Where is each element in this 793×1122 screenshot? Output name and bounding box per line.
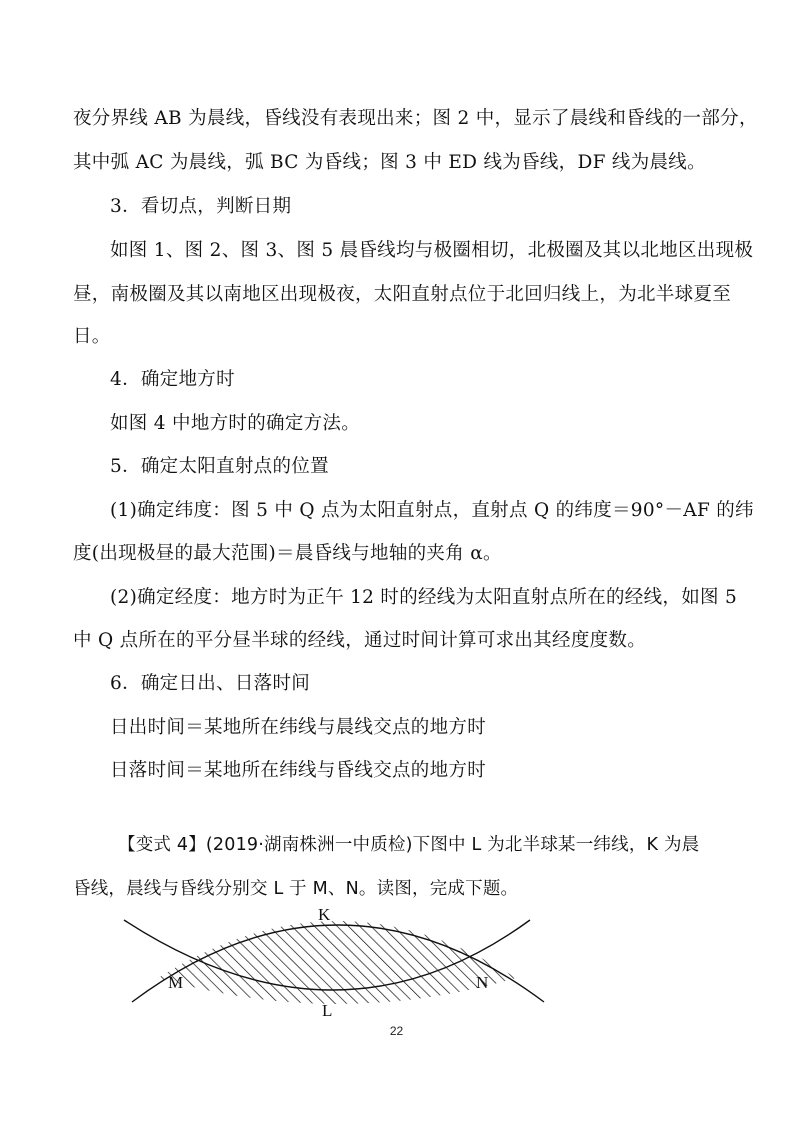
label-n: N (476, 973, 489, 992)
paragraph-line: 日落时间＝某地所在纬线与昏线交点的地方时 (110, 760, 487, 781)
section-heading: 6．确定日出、日落时间 (110, 673, 311, 694)
paragraph-line: 日出时间＝某地所在纬线与晨线交点的地方时 (110, 717, 487, 738)
paragraph-line: (1)确定纬度：图 5 中 Q 点为太阳直射点，直射点 Q 的纬度＝90°－AF 的纬 (110, 500, 754, 521)
terminator-latitude-figure (118, 900, 578, 1018)
paragraph-line: 如图 4 中地方时的确定方法。 (110, 413, 361, 434)
hatched-region (158, 921, 516, 1004)
page-number: 22 (389, 1024, 404, 1038)
section-heading: 3．看切点，判断日期 (110, 196, 292, 217)
label-m: M (168, 973, 184, 992)
paragraph-line: 中 Q 点所在的平分昼半球的经线，通过时间计算可求出其经度度数。 (73, 630, 647, 651)
paragraph-line: 度(出现极昼的最大范围)＝晨昏线与地轴的夹角 α。 (73, 543, 502, 564)
label-l: L (322, 1001, 333, 1018)
paragraph-line: (2)确定经度：地方时为正午 12 时的经线为太阳直射点所在的经线，如图 5 (110, 587, 738, 608)
paragraph-line: 昼，南极圈及其以南地区出现极夜，太阳直射点位于北回归线上，为北半球夏至 (73, 284, 732, 305)
paragraph-line: 其中弧 AC 为晨线，弧 BC 为昏线；图 3 中 ED 线为昏线，DF 线为晨线。 (73, 152, 706, 173)
exercise-prompt: 【变式 4】(2019·湖南株洲一中质检)下图中 L 为北半球某一纬线，K 为晨 (118, 835, 700, 855)
exercise-prompt: 昏线，晨线与昏线分别交 L 于 M、N。读图，完成下题。 (73, 879, 519, 899)
section-heading: 4．确定地方时 (110, 369, 235, 390)
paragraph-line: 夜分界线 AB 为晨线，昏线没有表现出来；图 2 中，显示了晨线和昏线的一部分， (73, 108, 758, 129)
section-heading: 5．确定太阳直射点的位置 (110, 456, 329, 477)
paragraph-line: 如图 1、图 2、图 3、图 5 晨昏线均与极圈相切，北极圈及其以北地区出现极 (110, 240, 754, 261)
paragraph-line: 日。 (73, 326, 111, 347)
label-k: K (318, 905, 331, 924)
